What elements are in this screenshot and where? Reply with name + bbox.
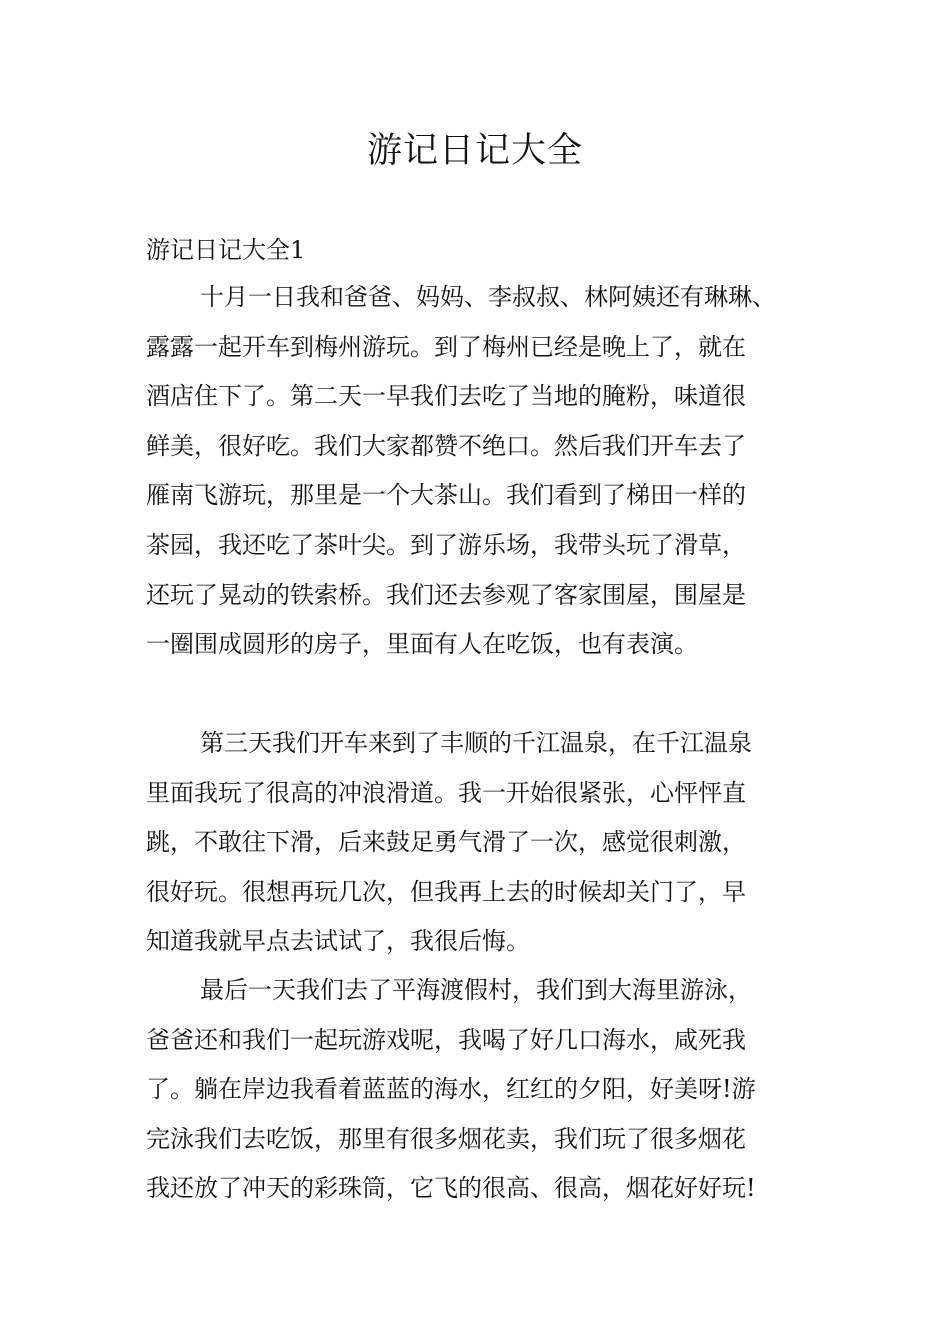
paragraph-line: 茶园，我还吃了茶叶尖。到了游乐场，我带头玩了滑草，: [146, 530, 746, 559]
paragraph-line: 完泳我们去吃饭，那里有很多烟花卖，我们玩了很多烟花: [146, 1124, 746, 1153]
paragraph-2: [146, 719, 836, 967]
paragraph-line: 一圈围成圆形的房子，里面有人在吃饭，也有表演。: [146, 630, 698, 659]
paragraph-1: [146, 273, 836, 670]
paragraph-line: 我还放了冲天的彩珠筒，它飞的很高、很高，烟花好好玩!: [146, 1174, 756, 1203]
paragraph-line: 鲜美，很好吃。我们大家都赞不绝口。然后我们开车去了: [146, 431, 746, 460]
paragraph-line: 露露一起开车到梅州游玩。到了梅州已经是晚上了，就在: [146, 332, 746, 361]
paragraph-line: 爸爸还和我们一起玩游戏呢，我喝了好几口海水，咸死我: [146, 1025, 746, 1054]
paragraph-line: 第三天我们开车来到了丰顺的千江温泉，在千江温泉: [200, 729, 752, 757]
document-title: 游记日记大全: [366, 131, 583, 171]
paragraph-line: 酒店住下了。第二天一早我们去吃了当地的腌粉，味道很: [146, 382, 746, 411]
paragraph-line: 了。躺在岸边我看着蓝蓝的海水，红红的夕阳，好美呀!游: [146, 1075, 756, 1104]
paragraph-line: 跳，不敢往下滑，后来鼓足勇气滑了一次，感觉很刺激，: [146, 828, 746, 857]
section-title: 游记日记大全1: [146, 236, 306, 264]
paragraph-3: [146, 966, 836, 1214]
paragraph-line: 知道我就早点去试试了，我很后悔。: [146, 927, 530, 956]
paragraph-line: 很好玩。很想再玩几次，但我再上去的时候却关门了，早: [146, 877, 746, 906]
paragraph-line: 还玩了晃动的铁索桥。我们还去参观了客家围屋，围屋是: [146, 580, 746, 609]
paragraph-line: 雁南飞游玩，那里是一个大茶山。我们看到了梯田一样的: [146, 481, 746, 510]
paragraph-line: 最后一天我们去了平海渡假村，我们到大海里游泳，: [200, 976, 752, 1004]
paragraph-line: 十月一日我和爸爸、妈妈、李叔叔、林阿姨还有琳琳、: [200, 283, 776, 311]
paragraph-line: 里面我玩了很高的冲浪滑道。我一开始很紧张，心怦怦直: [146, 778, 746, 807]
